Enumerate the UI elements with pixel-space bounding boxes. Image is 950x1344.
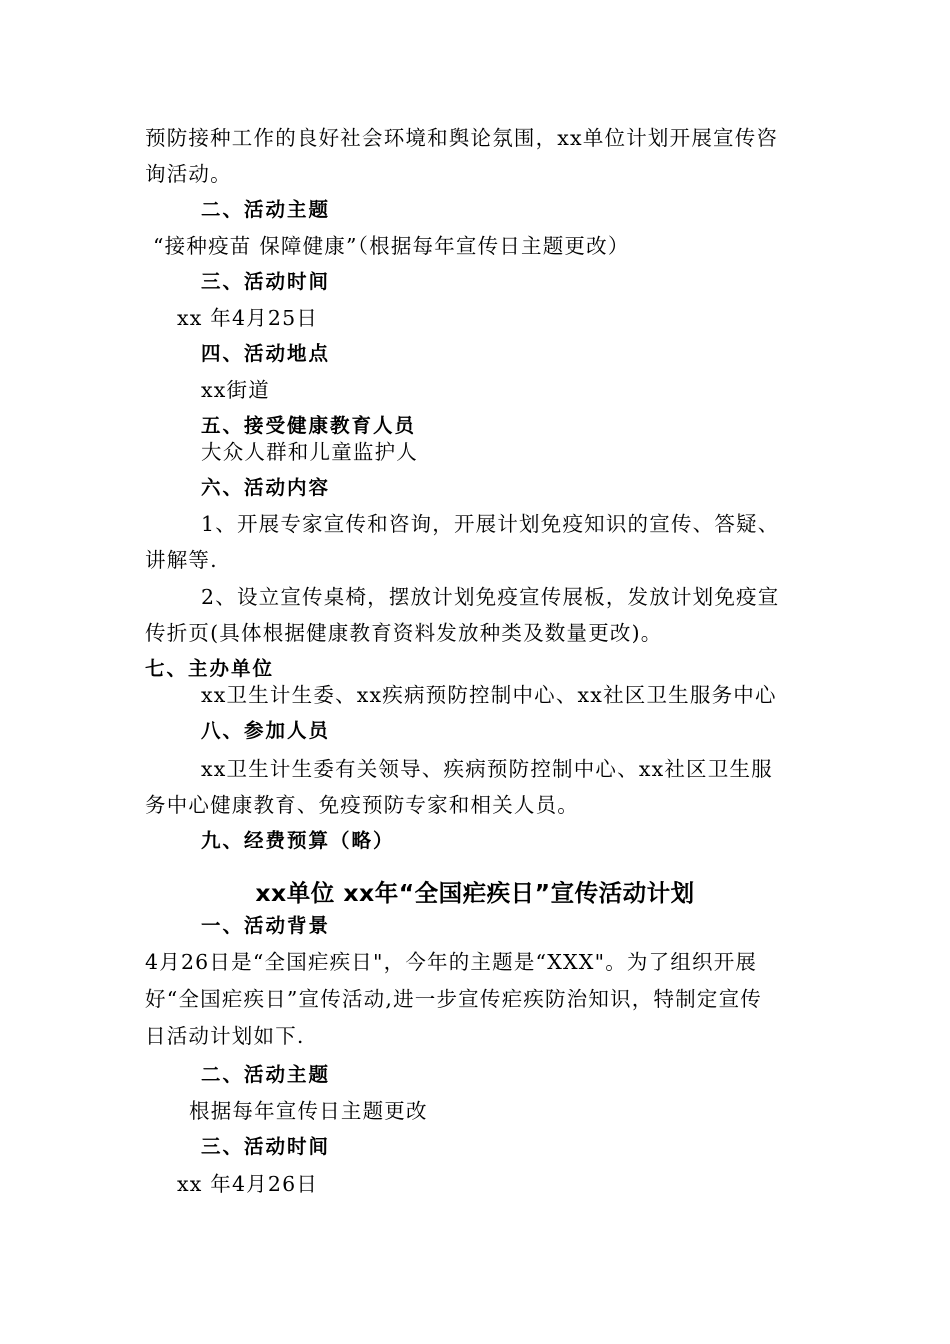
- body-text-line: 询活动。: [145, 162, 232, 186]
- section-heading: 五、接受健康教育人员: [201, 414, 417, 437]
- body-text-line: xx 年4月25日: [177, 306, 319, 330]
- section-heading: 八、参加人员: [201, 719, 331, 742]
- body-text-line: 好“全国疟疾日”宣传活动,进一步宣传疟疾防治知识，特制定宣传: [145, 987, 762, 1011]
- section-heading: 九、经费预算（略）: [201, 829, 395, 852]
- body-text-line: 4月26日是“全国疟疾日"，今年的主题是“XXX"。为了组织开展: [145, 950, 758, 974]
- body-text-line: xx卫生计生委有关领导、疾病预防控制中心、xx社区卫生服: [201, 757, 773, 781]
- section-heading: 三、活动时间: [201, 1135, 331, 1158]
- body-text-line: 传折页(具体根据健康教育资料发放种类及数量更改)。: [145, 621, 663, 645]
- section-heading: 二、活动主题: [201, 198, 331, 221]
- body-text-line: 务中心健康教育、免疫预防专家和相关人员。: [145, 793, 579, 817]
- body-text-line: xx街道: [201, 378, 270, 402]
- section-heading: 六、活动内容: [201, 476, 331, 499]
- body-text-line: xx卫生计生委、xx疾病预防控制中心、xx社区卫生服务中心: [201, 683, 777, 707]
- body-text-line: “接种疫苗 保障健康”（根据每年宣传日主题更改）: [153, 234, 630, 258]
- body-text-line: 讲解等.: [145, 548, 218, 572]
- document-title: xx单位 xx年“全国疟疾日”宣传活动计划: [255, 879, 695, 907]
- section-heading: 七、主办单位: [145, 657, 275, 680]
- section-heading: 二、活动主题: [201, 1063, 331, 1086]
- body-text-line: 日活动计划如下.: [145, 1024, 305, 1048]
- body-text-line: 根据每年宣传日主题更改: [189, 1099, 428, 1123]
- section-heading: 四、活动地点: [201, 342, 331, 365]
- body-text-line: 1、开展专家宣传和咨询，开展计划免疫知识的宣传、答疑、: [201, 512, 780, 536]
- body-text-line: 大众人群和儿童监护人: [201, 440, 418, 464]
- body-text-line: 预防接种工作的良好社会环境和舆论氛围，xx单位计划开展宣传咨: [145, 126, 779, 150]
- section-heading: 一、活动背景: [201, 914, 331, 937]
- section-heading: 三、活动时间: [201, 270, 331, 293]
- body-text-line: xx 年4月26日: [177, 1172, 319, 1196]
- body-text-line: 2、设立宣传桌椅，摆放计划免疫宣传展板，发放计划免疫宣: [201, 585, 780, 609]
